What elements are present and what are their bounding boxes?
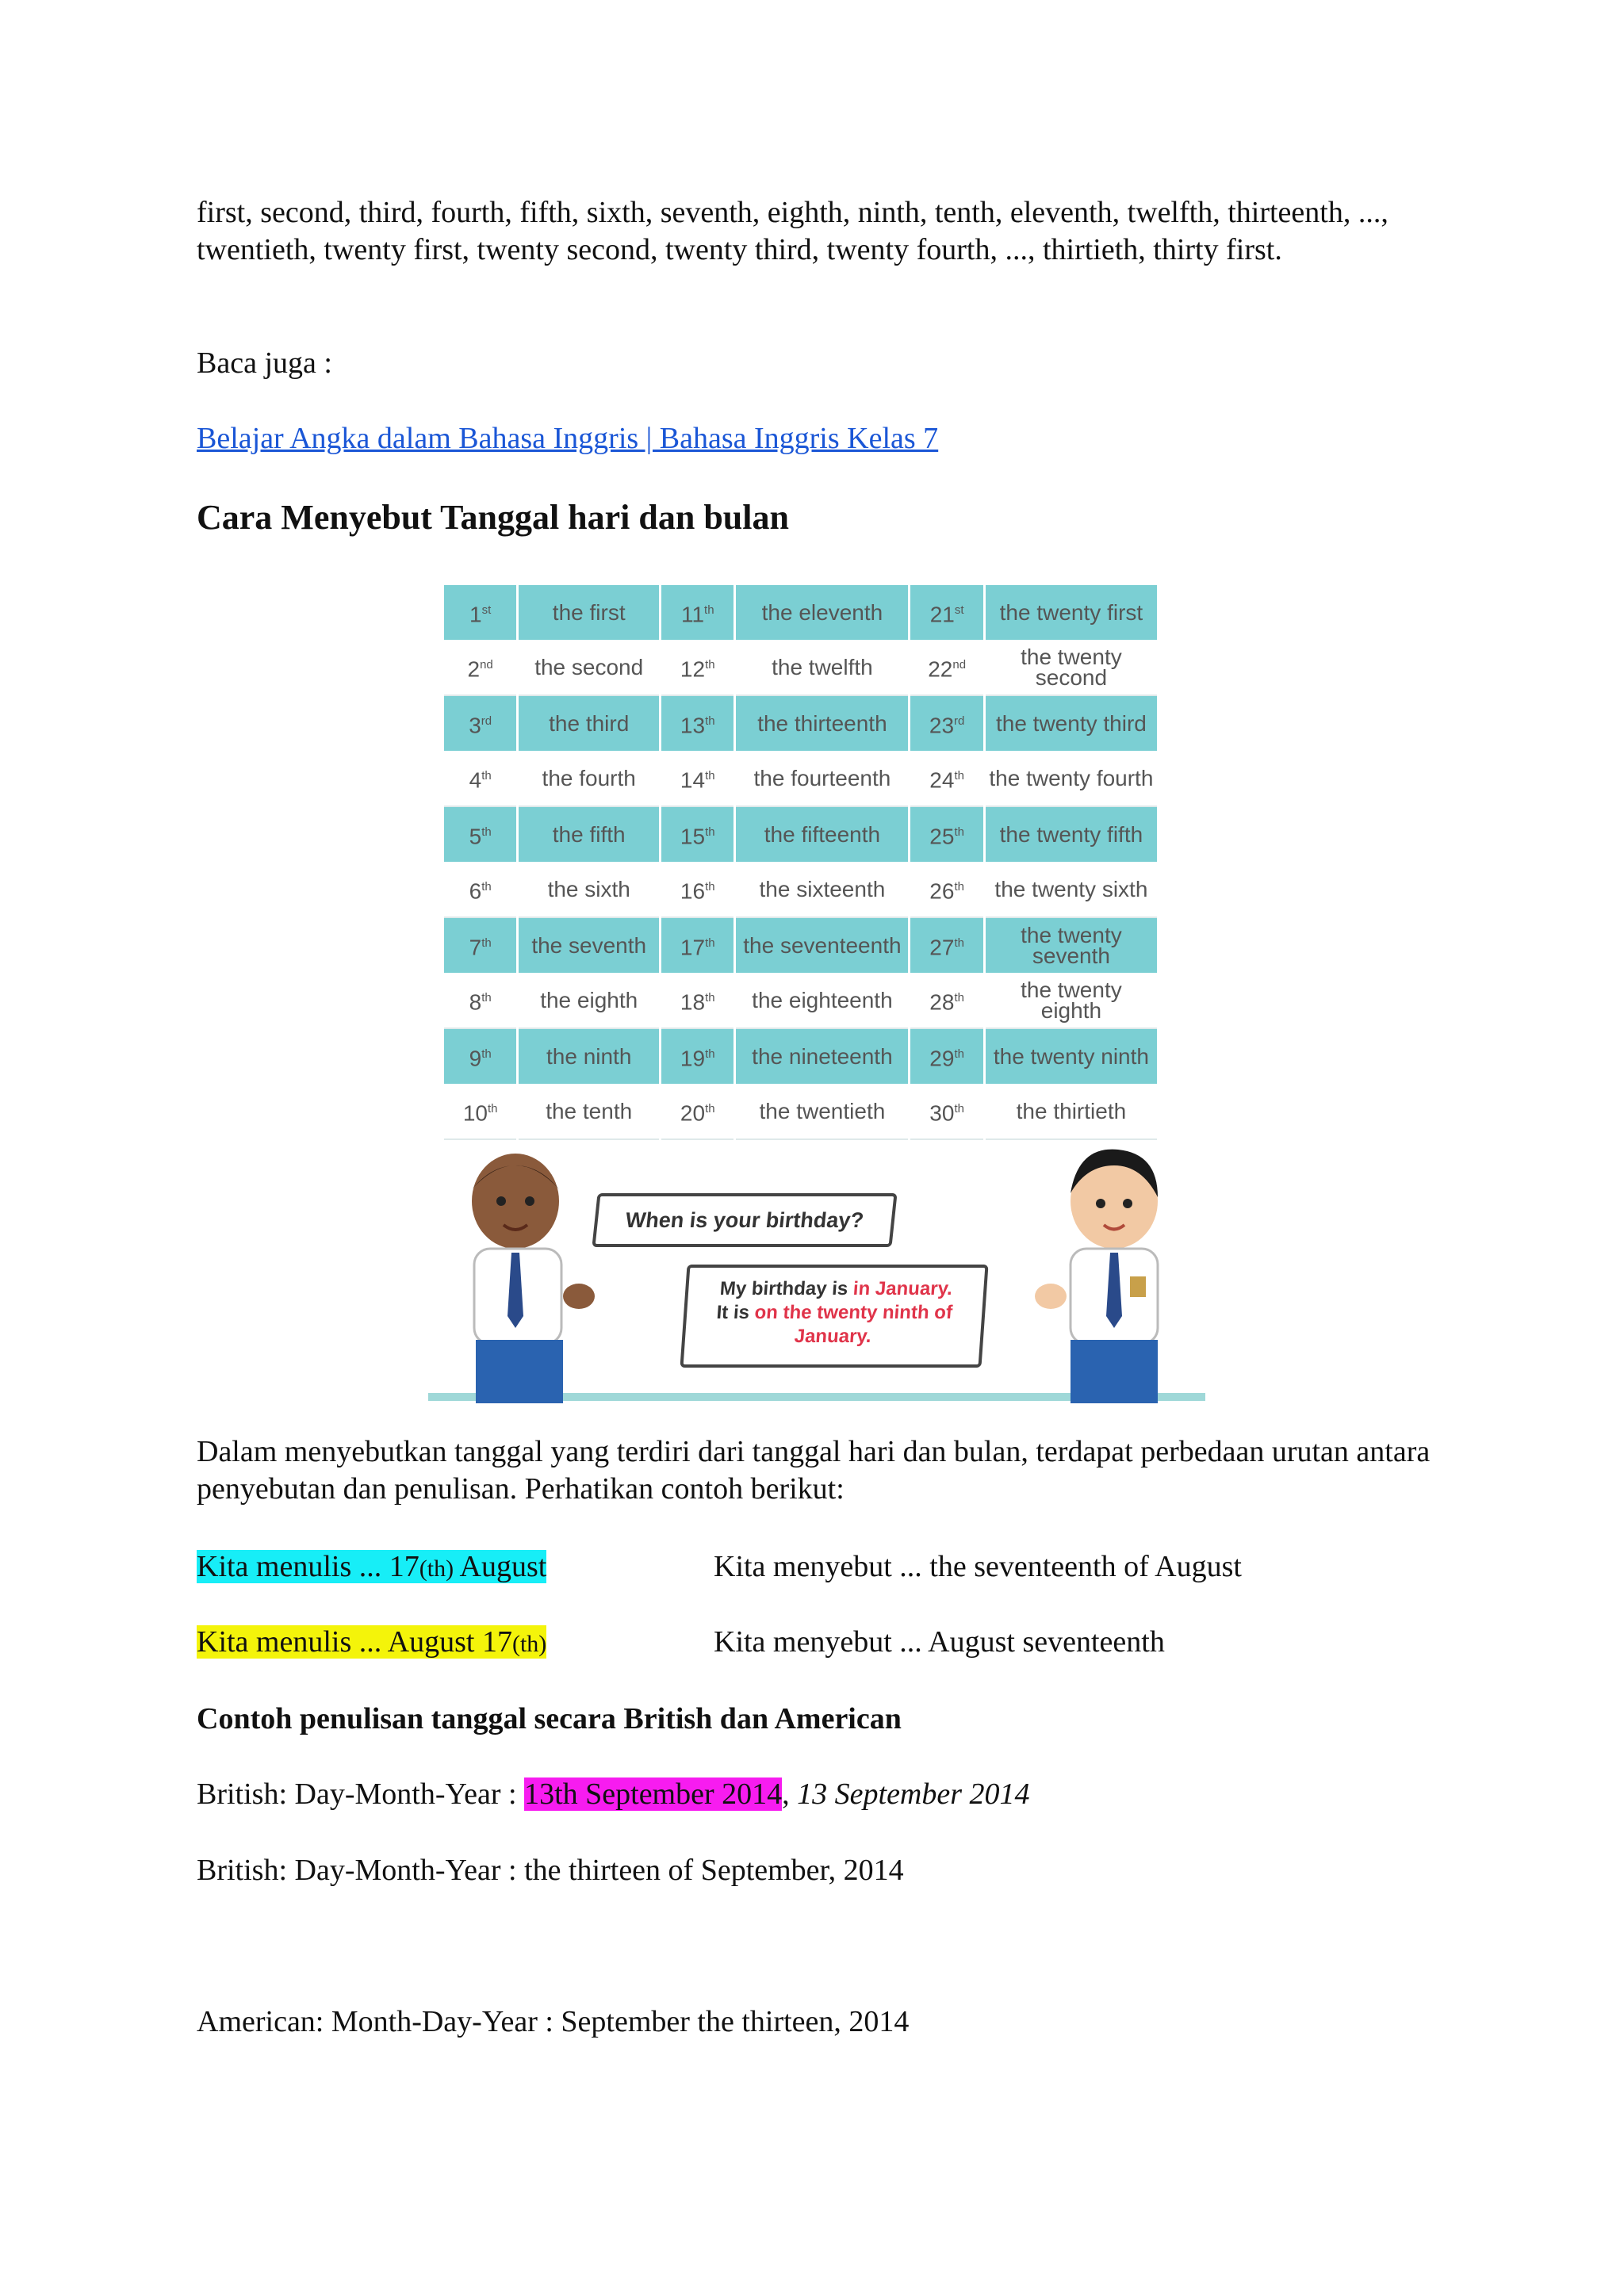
ordinal-word-cell: the twenty third xyxy=(984,695,1158,751)
ordinal-word-cell: the sixteenth xyxy=(735,862,910,917)
table-row xyxy=(444,1028,1159,1084)
ordinal-word-cell: the fourth xyxy=(518,751,661,806)
ordinal-number-cell: 19th xyxy=(661,1028,735,1084)
table-row xyxy=(444,1084,1159,1139)
birthday-dialog-illustration xyxy=(428,1146,1205,1407)
ordinal-word-cell: the twentieth xyxy=(735,1084,910,1139)
ordinal-word-cell: the seventh xyxy=(518,917,661,973)
ordinal-word-cell: the twenty fourth xyxy=(984,751,1158,806)
ordinal-number-cell: 2nd xyxy=(444,640,518,695)
ordinal-word-cell: the seventeenth xyxy=(735,917,910,973)
example-1-say: Kita menyebut ... the seventeenth of August xyxy=(714,1550,1242,1583)
ordinal-number-cell: 8th xyxy=(444,973,518,1028)
ordinal-number-cell: 15th xyxy=(661,806,735,862)
ordinal-word-cell: the third xyxy=(518,695,661,751)
ordinal-word-cell: the thirtieth xyxy=(984,1084,1158,1139)
american-example: American: Month-Day-Year : September the thirteen, 2014 xyxy=(197,2005,910,2038)
ordinal-word-cell: the second xyxy=(518,640,661,695)
ordinal-number-cell: 12th xyxy=(661,640,735,695)
ordinal-word-cell: the eighth xyxy=(518,973,661,1028)
table-row xyxy=(444,585,1159,640)
answer-date: on the twenty ninth of January. xyxy=(753,1302,953,1347)
table-row xyxy=(444,806,1159,862)
ordinal-number-cell: 26th xyxy=(910,862,984,917)
example-2-write: Kita menulis ... August 17(th) xyxy=(197,1625,547,1659)
student-left-illustration xyxy=(444,1146,603,1407)
ordinal-number-cell: 30th xyxy=(910,1084,984,1139)
table-row xyxy=(444,695,1159,751)
ordinal-number-cell: 13th xyxy=(661,695,735,751)
ordinal-number-cell: 27th xyxy=(910,917,984,973)
ordinal-table xyxy=(444,585,1159,1140)
ordinal-number-cell: 4th xyxy=(444,751,518,806)
intro-paragraph: first, second, third, fourth, fifth, sixth, seventh, eighth, ninth, tenth, eleventh, twelfth, thirteenth, ..., twentieth, twenty first, twenty second, twenty third, twenty fourth, ..., thirtieth, thirty first. xyxy=(197,196,1388,266)
ordinal-number-cell: 14th xyxy=(661,751,735,806)
ordinal-number-cell: 3rd xyxy=(444,695,518,751)
ordinal-word-cell: the twenty sixth xyxy=(984,862,1158,917)
table-row xyxy=(444,917,1159,973)
example-2-say: Kita menyebut ... August seventeenth xyxy=(714,1625,1165,1659)
ordinal-number-cell: 25th xyxy=(910,806,984,862)
ordinal-number-cell: 21st xyxy=(910,585,984,640)
ordinal-word-cell: the twenty seventh xyxy=(984,917,1158,973)
ordinal-word-cell: the first xyxy=(518,585,661,640)
baca-juga-label: Baca juga : xyxy=(197,346,332,380)
student-right-illustration xyxy=(1031,1142,1189,1407)
ordinal-number-cell: 1st xyxy=(444,585,518,640)
ordinal-number-cell: 10th xyxy=(444,1084,518,1139)
ordinal-number-cell: 23rd xyxy=(910,695,984,751)
section-heading: Cara Menyebut Tanggal hari dan bulan xyxy=(197,498,789,537)
ordinal-word-cell: the fourteenth xyxy=(735,751,910,806)
answer-text-1: My birthday is xyxy=(718,1278,854,1299)
answer-text-2: It is xyxy=(715,1302,756,1323)
explanation-paragraph: Dalam menyebutkan tanggal yang terdiri dari tanggal hari dan bulan, terdapat perbedaan urutan antara penyebutan dan penulisan. Perhatikan contoh berikut: xyxy=(197,1435,1431,1506)
ordinal-number-cell: 29th xyxy=(910,1028,984,1084)
table-row xyxy=(444,751,1159,806)
ordinal-word-cell: the twenty eighth xyxy=(984,973,1158,1028)
ordinal-word-cell: the eleventh xyxy=(735,585,910,640)
ordinal-word-cell: the fifteenth xyxy=(735,806,910,862)
ordinal-word-cell: the sixth xyxy=(518,862,661,917)
answer-month: in January. xyxy=(852,1278,953,1299)
ordinal-word-cell: the twenty ninth xyxy=(984,1028,1158,1084)
british-example-2: British: Day-Month-Year : the thirteen of September, 2014 xyxy=(197,1854,904,1887)
ordinal-word-cell: the twenty second xyxy=(984,640,1158,695)
ordinal-number-cell: 9th xyxy=(444,1028,518,1084)
example-1-write: Kita menulis ... 17(th) August xyxy=(197,1550,547,1583)
ordinal-number-cell: 20th xyxy=(661,1084,735,1139)
ordinal-numbers-figure xyxy=(428,579,1205,1403)
british-example-1: British: Day-Month-Year : 13th September 2014, 13 September 2014 xyxy=(197,1777,1030,1811)
ordinal-word-cell: the nineteenth xyxy=(735,1028,910,1084)
answer-bubble xyxy=(680,1265,988,1368)
ordinal-word-cell: the thirteenth xyxy=(735,695,910,751)
ordinal-number-cell: 24th xyxy=(910,751,984,806)
table-row xyxy=(444,862,1159,917)
ordinal-number-cell: 28th xyxy=(910,973,984,1028)
ordinal-word-cell: the eighteenth xyxy=(735,973,910,1028)
ordinal-number-cell: 16th xyxy=(661,862,735,917)
ordinal-word-cell: the twenty fifth xyxy=(984,806,1158,862)
ordinal-number-cell: 5th xyxy=(444,806,518,862)
ordinal-word-cell: the twelfth xyxy=(735,640,910,695)
ordinal-word-cell: the ninth xyxy=(518,1028,661,1084)
ordinal-word-cell: the tenth xyxy=(518,1084,661,1139)
ordinal-word-cell: the twenty first xyxy=(984,585,1158,640)
table-row xyxy=(444,973,1159,1028)
highlighted-date: 13th September 2014 xyxy=(524,1777,783,1811)
subheading: Contoh penulisan tanggal secara British dan American xyxy=(197,1702,902,1735)
related-article-link[interactable]: Belajar Angka dalam Bahasa Inggris | Bahasa Inggris Kelas 7 xyxy=(197,422,939,455)
ordinal-number-cell: 18th xyxy=(661,973,735,1028)
question-bubble: When is your birthday? xyxy=(592,1193,897,1247)
ordinal-number-cell: 7th xyxy=(444,917,518,973)
ordinal-word-cell: the fifth xyxy=(518,806,661,862)
ordinal-number-cell: 17th xyxy=(661,917,735,973)
ordinal-number-cell: 11th xyxy=(661,585,735,640)
ordinal-number-cell: 22nd xyxy=(910,640,984,695)
table-row xyxy=(444,640,1159,695)
ordinal-number-cell: 6th xyxy=(444,862,518,917)
